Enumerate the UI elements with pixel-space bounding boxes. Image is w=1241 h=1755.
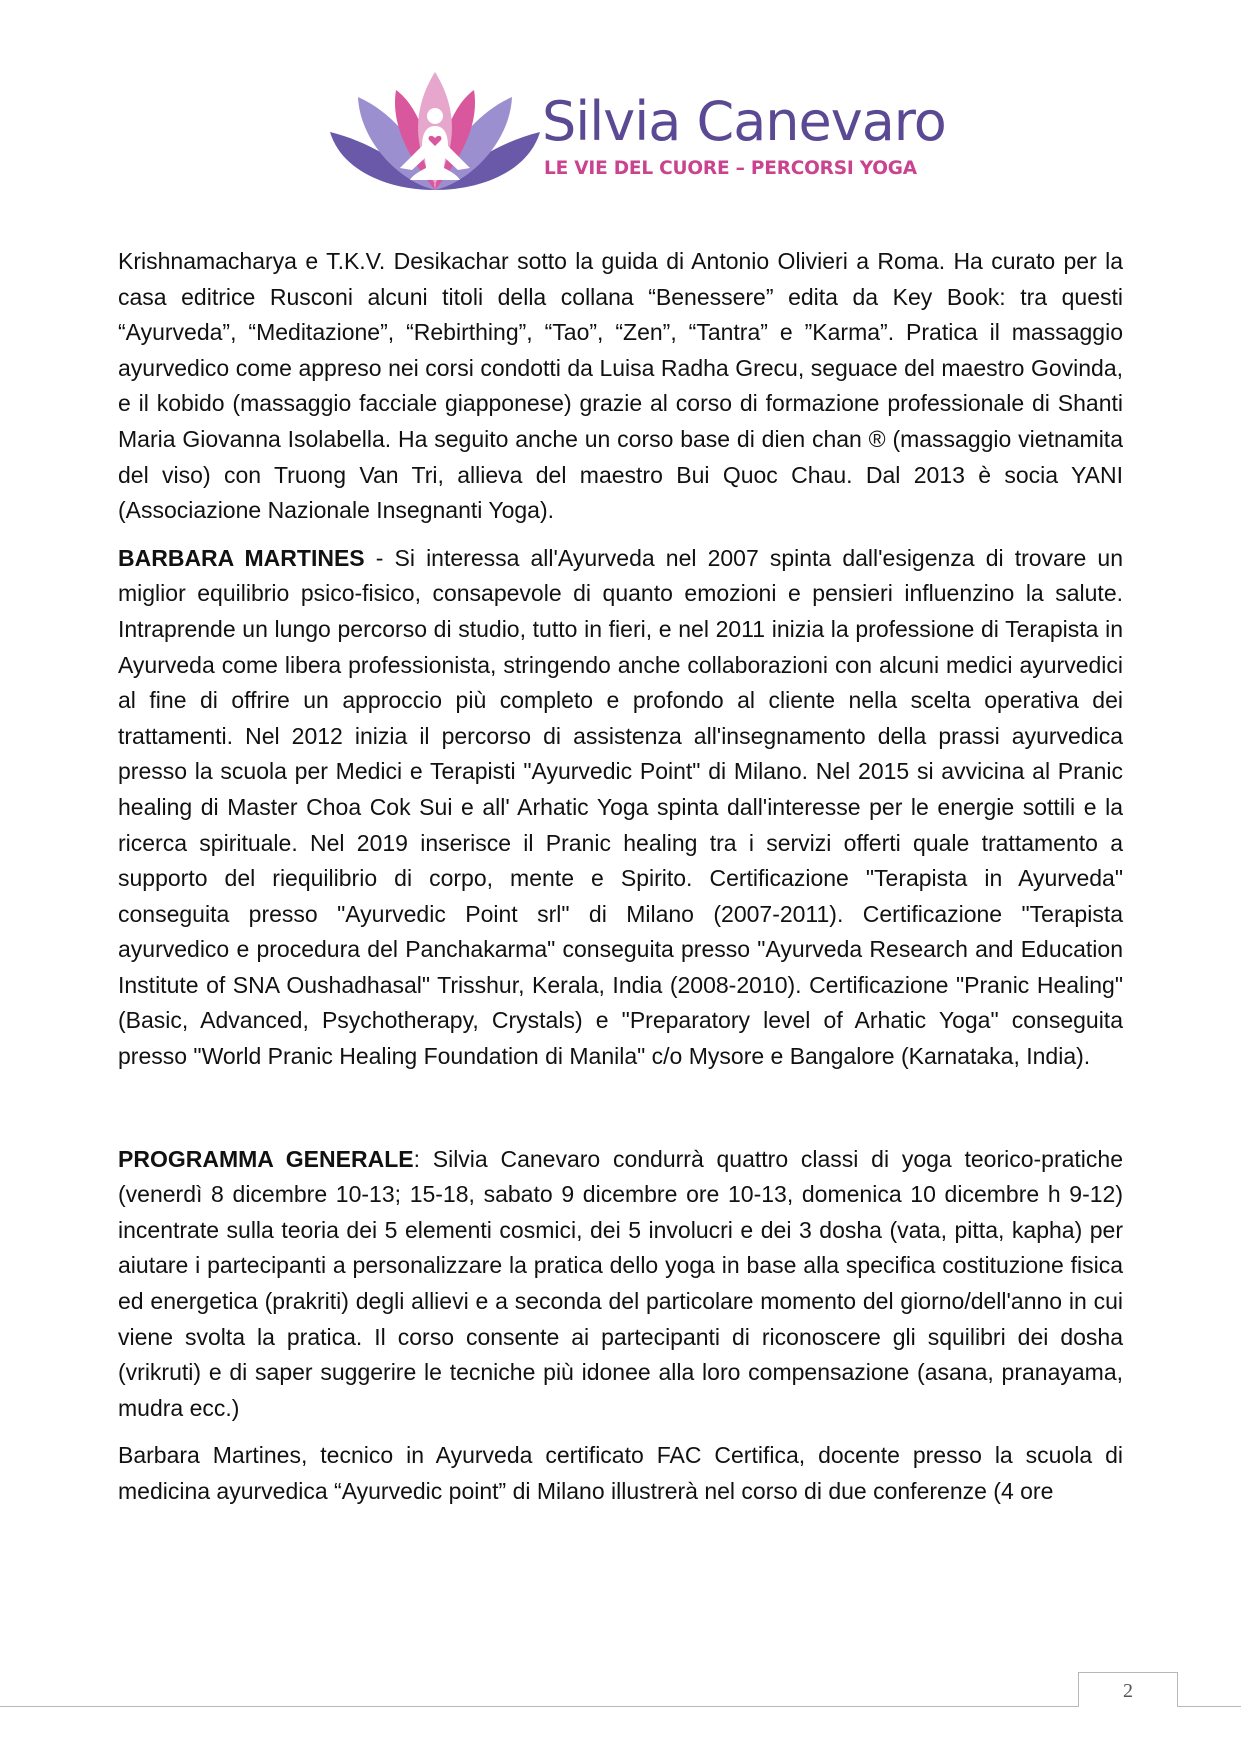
text-barbara-martines: - Si interessa all'Ayurveda nel 2007 spinta dall'esigenza di trovare un miglior equilibrio psico-fisico, consapevole di quanto emozioni e pensieri influenzino la salute. Intraprende un lungo percorso di studio, tutto in fieri, e nel 2011 inizia la professione di Terapista in Ayurveda come libera professionista, stringendo anche collaborazioni con alcuni medici ayurvedici al fine di offrire un approccio più completo e profondo al cliente nella scelta operativa dei trattamenti. Nel 2012 inizia il percorso di assistenza all'insegnamento della prassi ayurvedica presso la scuola per Medici e Terapisti "Ayurvedic Point" di Milano. Nel 2015 si avvicina al Pranic healing di Master Choa Cok Sui e all' Arhatic Yoga spinta dall'interesse per le energie sottili e la ricerca spirituale. Nel 2019 inserisce il Pranic healing tra i servizi offerti quale trattamento a supporto del riequilibrio di corpo, mente e Spirito. Certificazione "Terapista in Ayurveda" conseguita presso "Ayurvedic Point srl" di Milano (2007-2011). Certificazione "Terapista ayurvedico e procedura del Panchakarma" conseguita presso "Ayurveda Research and Education Institute of SNA Oushadhasal" Trisshur, Kerala, India (2008-2010). Certificazione "Pranic Healing" (Basic, Advanced, Psychotherapy, Crystals) e "Preparatory level of Arhatic Yoga" conseguita presso "World Pranic Healing Foundation di Manila" c/o Mysore e Bangalore (Karnataka, India). <box>118 544 1123 1070</box>
brand-tagline: LE VIE DEL CUORE – PERCORSI YOGA <box>544 158 917 179</box>
paragraph-barbara-conferenze: Barbara Martines, tecnico in Ayurveda certificato FAC Certifica, docente presso la scuola di medicina ayurvedica “Ayurvedic point” di Milano illustrerà nel corso di due conferenze (4 ore <box>118 1442 1123 1504</box>
footer-rule <box>0 1706 1241 1707</box>
text-programma-generale: : Silvia Canevaro condurrà quattro classi di yoga teorico-pratiche (venerdì 8 dicembre 10-13; 15-18, sabato 9 dicembre ore 10-13, domenica 10 dicembre h 9-12) incentrate sulla teoria dei 5 elementi cosmici, dei 5 involucri e dei 3 dosha (vata, pitta, kapha) per aiutare i partecipanti a personalizzare la pratica dello yoga in base alla specifica costituzione fisica ed energetica (prakriti) degli allievi e a seconda del particolare momento del giorno/dell'anno in cui viene svolta la pratica. Il corso consente ai partecipanti di riconoscere gli squilibri dei dosha (vrikruti) e di saper suggerire le tecniche più idonee alla loro compensazione (asana, pranayama, mudra ecc.) <box>118 1145 1123 1421</box>
lotus-meditation-icon <box>330 72 540 197</box>
page-number-box <box>1078 1672 1178 1707</box>
paragraph-programma-generale <box>118 1142 1123 1427</box>
paragraph-barbara-martines <box>118 541 1123 1075</box>
page-number: 2 <box>1123 1680 1133 1702</box>
brand-name: Silvia Canevaro <box>542 90 946 153</box>
heading-barbara-martines: BARBARA MARTINES <box>118 544 365 571</box>
header-logo <box>330 72 946 197</box>
document-body <box>118 244 1123 1510</box>
heading-programma-generale: PROGRAMMA GENERALE <box>118 1145 414 1172</box>
paragraph-bio-continued: Krishnamacharya e T.K.V. Desikachar sotto la guida di Antonio Olivieri a Roma. Ha curato per la casa editrice Rusconi alcuni titoli della collana “Benessere” edita da Key Book: tra questi “Ayurveda”, “Meditazione”, “Rebirthing”, “Tao”, “Zen”, “Tantra” e ”Karma”. Pratica il massaggio ayurvedico come appreso nei corsi condotti da Luisa Radha Grecu, seguace del maestro Govinda, e il kobido (massaggio facciale giapponese) grazie al corso di formazione professionale di Shanti Maria Giovanna Isolabella. Ha seguito anche un corso base di dien chan ® (massaggio vietnamita del viso) con Truong Van Tri, allieva del maestro Bui Quoc Chau. Dal 2013 è socia YANI (Associazione Nazionale Insegnanti Yoga). <box>118 248 1123 524</box>
